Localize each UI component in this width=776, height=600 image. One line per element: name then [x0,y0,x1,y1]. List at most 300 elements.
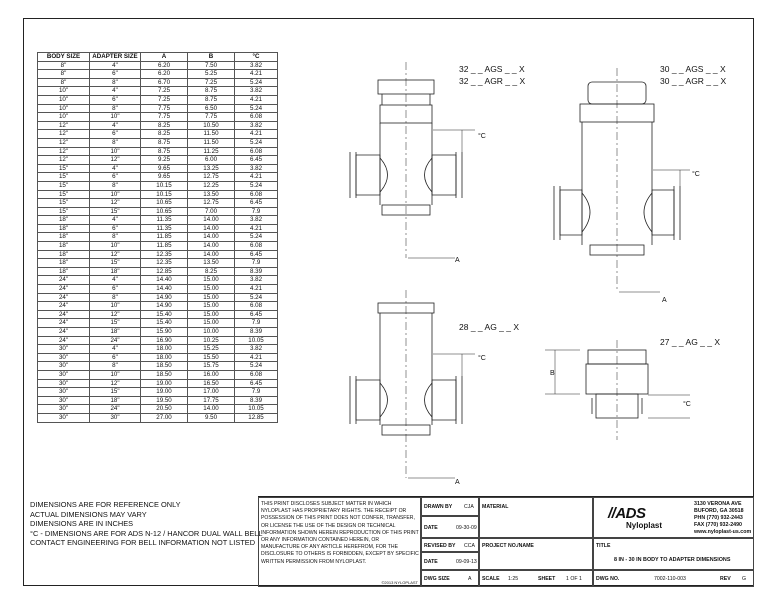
table-row [38,345,278,354]
sheet-label: SHEET [538,576,556,582]
table-cell: 24" [38,302,90,311]
table-cell: 7.9 [235,388,278,397]
table-cell: 10.50 [188,121,235,130]
table-cell: 15.00 [188,319,235,328]
table-cell: 6.45 [235,250,278,259]
table-cell: 6" [90,353,141,362]
project-cell [479,538,593,570]
table-row [38,267,278,276]
table-cell: 15" [38,181,90,190]
table-row [38,302,278,311]
table-cell: 10.15 [141,190,188,199]
table-cell: 10" [90,190,141,199]
revised-by-value: CCA [464,543,475,549]
table-cell: 7.9 [235,319,278,328]
table-row [38,250,278,259]
address-line: FAX (770) 932-2490 [694,522,742,529]
table-cell: 15" [90,259,141,268]
table-cell: 4.21 [235,95,278,104]
table-cell: 15.50 [188,353,235,362]
table-cell: 16.00 [188,370,235,379]
table-cell: 12" [38,156,90,165]
table-cell: 6.50 [188,104,235,113]
table-cell: 12.85 [141,267,188,276]
table-cell: 15.00 [188,285,235,294]
table-cell: 17.75 [188,396,235,405]
table-cell: 6.45 [235,199,278,208]
label-32-ags: 32 _ _ AGS _ _ X [459,64,525,74]
drawing-views [330,50,750,490]
table-cell: 14.00 [188,233,235,242]
date2-value: 09-09-13 [456,559,477,565]
project-label: PROJECT NO./NAME [482,543,534,549]
fitting-drawings [330,50,750,490]
table-row [38,310,278,319]
table-cell: 24" [38,276,90,285]
table-cell: 24" [38,319,90,328]
table-cell: 14.00 [188,250,235,259]
table-cell: 11.25 [188,147,235,156]
table-cell: 7.75 [141,104,188,113]
rev-label: REV [720,576,731,582]
table-cell: 8" [90,293,141,302]
table-row [38,293,278,302]
table-cell: 30" [38,388,90,397]
table-cell: 24" [90,336,141,345]
table-cell: 27.00 [141,413,188,422]
table-row [38,104,278,113]
col-c: °C [235,53,278,62]
table-cell: 18" [38,233,90,242]
table-cell: 15.00 [188,293,235,302]
scale-value: 1:25 [508,576,519,582]
table-cell: 10" [38,87,90,96]
table-cell: 7.75 [188,113,235,122]
table-cell: 9.65 [141,164,188,173]
table-cell: 30" [90,413,141,422]
label-28-ag: 28 _ _ AG _ _ X [459,322,520,332]
table-cell: 18.00 [141,345,188,354]
table-row [38,95,278,104]
date1-value: 09-30-09 [456,525,477,531]
table-cell: 3.82 [235,164,278,173]
table-cell: 8" [90,104,141,113]
table-cell: 6" [90,130,141,139]
table-row [38,413,278,422]
table-row [38,353,278,362]
table-cell: 7.50 [188,61,235,70]
table-cell: 12" [90,199,141,208]
copyright: ©2013 NYLOPLAST [381,580,418,585]
label-30-agr: 30 _ _ AGR _ _ X [660,76,727,86]
table-row [38,78,278,87]
table-cell: 18" [90,396,141,405]
table-cell: 5.24 [235,78,278,87]
table-cell: 14.00 [188,242,235,251]
table-cell: 8" [90,233,141,242]
table-cell: 4.21 [235,70,278,79]
table-cell: 12.75 [188,173,235,182]
table-cell: 10" [90,242,141,251]
table-cell: 17.00 [188,388,235,397]
table-cell: 18" [90,328,141,337]
dim-c-1: °C [478,133,486,140]
table-cell: 9.25 [141,156,188,165]
table-cell: 6.08 [235,147,278,156]
table-cell: 7.75 [141,113,188,122]
table-row [38,70,278,79]
table-cell: 4" [90,276,141,285]
table-cell: 9.50 [188,413,235,422]
table-row [38,61,278,70]
table-cell: 24" [38,310,90,319]
table-cell: 10" [90,147,141,156]
table-cell: 8.25 [141,121,188,130]
table-cell: 18" [90,267,141,276]
table-cell: 4.21 [235,224,278,233]
table-cell: 5.24 [235,293,278,302]
date-label: DATE [424,559,438,565]
table-cell: 3.82 [235,87,278,96]
drawn-by-value: CJA [464,504,474,510]
view-28-ag [350,290,475,478]
table-cell: 30" [38,362,90,371]
note-line: °C - DIMENSIONS ARE FOR ADS N-12 / HANCOR DUAL WALL BELL [30,528,263,538]
table-cell: 6.70 [141,78,188,87]
table-cell: 8.25 [141,130,188,139]
table-row [38,147,278,156]
date-label: DATE [424,525,438,531]
table-cell: 8.75 [141,138,188,147]
label-32-agr: 32 _ _ AGR _ _ X [459,76,526,86]
table-cell: 6.08 [235,190,278,199]
table-cell: 5.24 [235,181,278,190]
table-cell: 8.75 [188,95,235,104]
dwg-size-value: A [468,576,472,582]
table-cell: 14.90 [141,293,188,302]
table-cell: 7.25 [141,87,188,96]
table-cell: 3.82 [235,345,278,354]
table-cell: 15" [38,190,90,199]
table-cell: 6.20 [141,61,188,70]
table-row [38,130,278,139]
table-cell: 3.82 [235,216,278,225]
table-cell: 8" [38,70,90,79]
dwg-no-value: 7002-110-003 [654,576,686,582]
drawn-by-label: DRAWN BY [424,504,453,510]
table-cell: 12" [90,250,141,259]
scale-cell [479,570,593,587]
sheet-value: 1 OF 1 [566,576,582,582]
table-cell: 18" [38,224,90,233]
table-cell: 11.35 [141,216,188,225]
table-cell: 14.90 [141,302,188,311]
table-cell: 10.15 [141,181,188,190]
table-cell: 6.08 [235,370,278,379]
table-cell: 30" [38,396,90,405]
table-row [38,224,278,233]
table-cell: 12" [38,147,90,156]
table-cell: 24" [38,285,90,294]
table-cell: 5.24 [235,138,278,147]
table-cell: 10.05 [235,405,278,414]
rev-value: G [742,576,747,582]
table-cell: 12" [38,130,90,139]
table-cell: 10.65 [141,199,188,208]
table-cell: 24" [38,293,90,302]
dwg-no-cell [593,570,754,587]
drawing-title: 8 IN - 30 IN BODY TO ADAPTER DIMENSIONS [614,557,731,563]
table-cell: 8" [38,78,90,87]
table-cell: 7.9 [235,259,278,268]
table-cell: 8" [38,61,90,70]
table-row [38,319,278,328]
table-cell: 15.00 [188,276,235,285]
table-cell: 15.40 [141,310,188,319]
note-line: ACTUAL DIMENSIONS MAY VARY [30,509,147,519]
general-notes [30,500,263,548]
material-label: MATERIAL [482,504,509,510]
table-cell: 4" [90,61,141,70]
table-cell: 6.08 [235,302,278,311]
table-cell: 6" [90,224,141,233]
table-row [38,181,278,190]
table-cell: 5.24 [235,362,278,371]
table-cell: 13.50 [188,190,235,199]
table-cell: 11.50 [188,130,235,139]
table-cell: 6.45 [235,156,278,165]
table-cell: 30" [38,413,90,422]
table-cell: 15" [90,207,141,216]
table-cell: 5.24 [235,104,278,113]
table-cell: 14.00 [188,216,235,225]
table-cell: 24" [38,336,90,345]
table-cell: 11.85 [141,233,188,242]
table-cell: 10" [90,113,141,122]
table-row [38,370,278,379]
table-cell: 18" [38,259,90,268]
table-cell: 5.25 [188,70,235,79]
material-cell [479,497,593,538]
table-cell: 4" [90,87,141,96]
table-cell: 8.39 [235,267,278,276]
table-cell: 9.65 [141,173,188,182]
table-cell: 14.40 [141,276,188,285]
ads-logo: //ADS [608,505,646,522]
table-cell: 3.82 [235,61,278,70]
table-cell: 6" [90,70,141,79]
title-cell [593,538,754,570]
table-cell: 8" [90,181,141,190]
table-cell: 12" [90,310,141,319]
table-cell: 6" [90,173,141,182]
table-cell: 8.25 [188,267,235,276]
table-row [38,259,278,268]
table-cell: 7.00 [188,207,235,216]
table-cell: 19.50 [141,396,188,405]
table-cell: 3.82 [235,276,278,285]
table-cell: 7.9 [235,207,278,216]
col-a: A [141,53,188,62]
table-cell: 24" [38,328,90,337]
table-cell: 15" [90,319,141,328]
table-row [38,121,278,130]
table-cell: 11.85 [141,242,188,251]
table-cell: 30" [38,345,90,354]
title-label: TITLE [596,543,611,549]
table-cell: 8.75 [188,87,235,96]
company-address [694,501,751,536]
address-line: 3130 VERONA AVE [694,501,742,507]
table-cell: 8.39 [235,396,278,405]
table-cell: 19.00 [141,379,188,388]
table-cell: 4.21 [235,173,278,182]
table-cell: 18" [38,250,90,259]
table-cell: 15.00 [188,310,235,319]
table-row [38,233,278,242]
table-cell: 4.21 [235,353,278,362]
table-cell: 10.65 [141,207,188,216]
table-row [38,207,278,216]
table-cell: 7.25 [188,78,235,87]
address-line: BUFORD, GA 30518 [694,508,744,515]
nyloplast-logo: Nyloplast [626,521,663,530]
dim-c-3: °C [478,355,486,362]
table-cell: 15" [38,199,90,208]
table-row [38,285,278,294]
col-b: B [188,53,235,62]
table-cell: 11.35 [141,224,188,233]
table-cell: 6.00 [188,156,235,165]
table-cell: 6.45 [235,310,278,319]
dim-a-3: A [455,479,460,486]
table-cell: 15" [38,207,90,216]
table-cell: 16.90 [141,336,188,345]
table-cell: 10" [38,95,90,104]
dim-c-4: °C [683,401,691,408]
table-cell: 8" [90,78,141,87]
table-row [38,173,278,182]
table-cell: 13.25 [188,164,235,173]
dimension-table [37,52,278,423]
table-cell: 10" [38,113,90,122]
table-cell: 30" [38,379,90,388]
table-cell: 12.25 [188,181,235,190]
address-line: www.nyloplast-us.com [694,529,752,536]
table-row [38,362,278,371]
dwg-size-cell [421,570,479,587]
table-row [38,405,278,414]
table-row [38,138,278,147]
table-cell: 12" [38,121,90,130]
view-27-ag [545,340,690,440]
table-row [38,379,278,388]
table-cell: 12.75 [188,199,235,208]
dim-a-1: A [455,257,460,264]
table-cell: 8" [90,138,141,147]
table-header-row [38,53,278,62]
table-row [38,388,278,397]
table-cell: 12" [90,379,141,388]
table-row [38,396,278,405]
table-cell: 11.50 [188,138,235,147]
label-30-ags: 30 _ _ AGS _ _ X [660,64,726,74]
table-cell: 8.39 [235,328,278,337]
table-cell: 15.00 [188,302,235,311]
table-cell: 19.00 [141,388,188,397]
table-cell: 10" [90,302,141,311]
table-cell: 14.00 [188,224,235,233]
table-row [38,164,278,173]
table-cell: 10.25 [188,336,235,345]
table-row [38,190,278,199]
table-body [38,61,278,422]
table-cell: 18" [38,242,90,251]
drawn-by-cell [421,497,479,516]
revised-by-cell [421,538,479,552]
dim-b: B [550,370,555,377]
table-cell: 8.75 [141,147,188,156]
col-body-size: BODY SIZE [38,53,90,62]
table-row [38,336,278,345]
table-cell: 4" [90,121,141,130]
table-cell: 4" [90,216,141,225]
table-cell: 15.25 [188,345,235,354]
dwg-size-label: DWG SIZE [424,576,450,582]
table-cell: 18.50 [141,362,188,371]
table-row [38,87,278,96]
table-cell: 15" [90,388,141,397]
table-cell: 15" [38,164,90,173]
table-row [38,216,278,225]
table-cell: 16.50 [188,379,235,388]
address-line: PHN (770) 932-2443 [694,515,743,522]
date1-cell [421,516,479,538]
table-cell: 14.40 [141,285,188,294]
note-line: CONTACT ENGINEERING FOR BELL INFORMATION NOT LISTED [30,538,256,548]
table-cell: 12" [38,138,90,147]
table-cell: 4" [90,164,141,173]
table-cell: 30" [38,405,90,414]
table-cell: 6.08 [235,242,278,251]
table-cell: 15.75 [188,362,235,371]
table-cell: 18.00 [141,353,188,362]
col-adapter-size: ADAPTER SIZE [90,53,141,62]
table-cell: 6" [90,95,141,104]
date2-cell [421,552,479,570]
view-32-ags [350,62,475,258]
table-cell: 10.05 [235,336,278,345]
dwg-no-label: DWG NO. [596,576,620,582]
table-cell: 30" [38,370,90,379]
table-cell: 4.21 [235,130,278,139]
table-cell: 15" [38,173,90,182]
table-cell: 10" [90,370,141,379]
dim-a-2: A [662,297,667,304]
note-line: DIMENSIONS ARE FOR REFERENCE ONLY [30,500,181,509]
table-cell: 6.45 [235,379,278,388]
note-line: DIMENSIONS ARE IN INCHES [30,519,134,529]
table-row [38,328,278,337]
table-row [38,156,278,165]
table-cell: 6" [90,285,141,294]
table-cell: 6.08 [235,113,278,122]
table-row [38,113,278,122]
dim-c-2: °C [692,171,700,178]
table-row [38,199,278,208]
table-row [38,276,278,285]
table-cell: 5.24 [235,233,278,242]
